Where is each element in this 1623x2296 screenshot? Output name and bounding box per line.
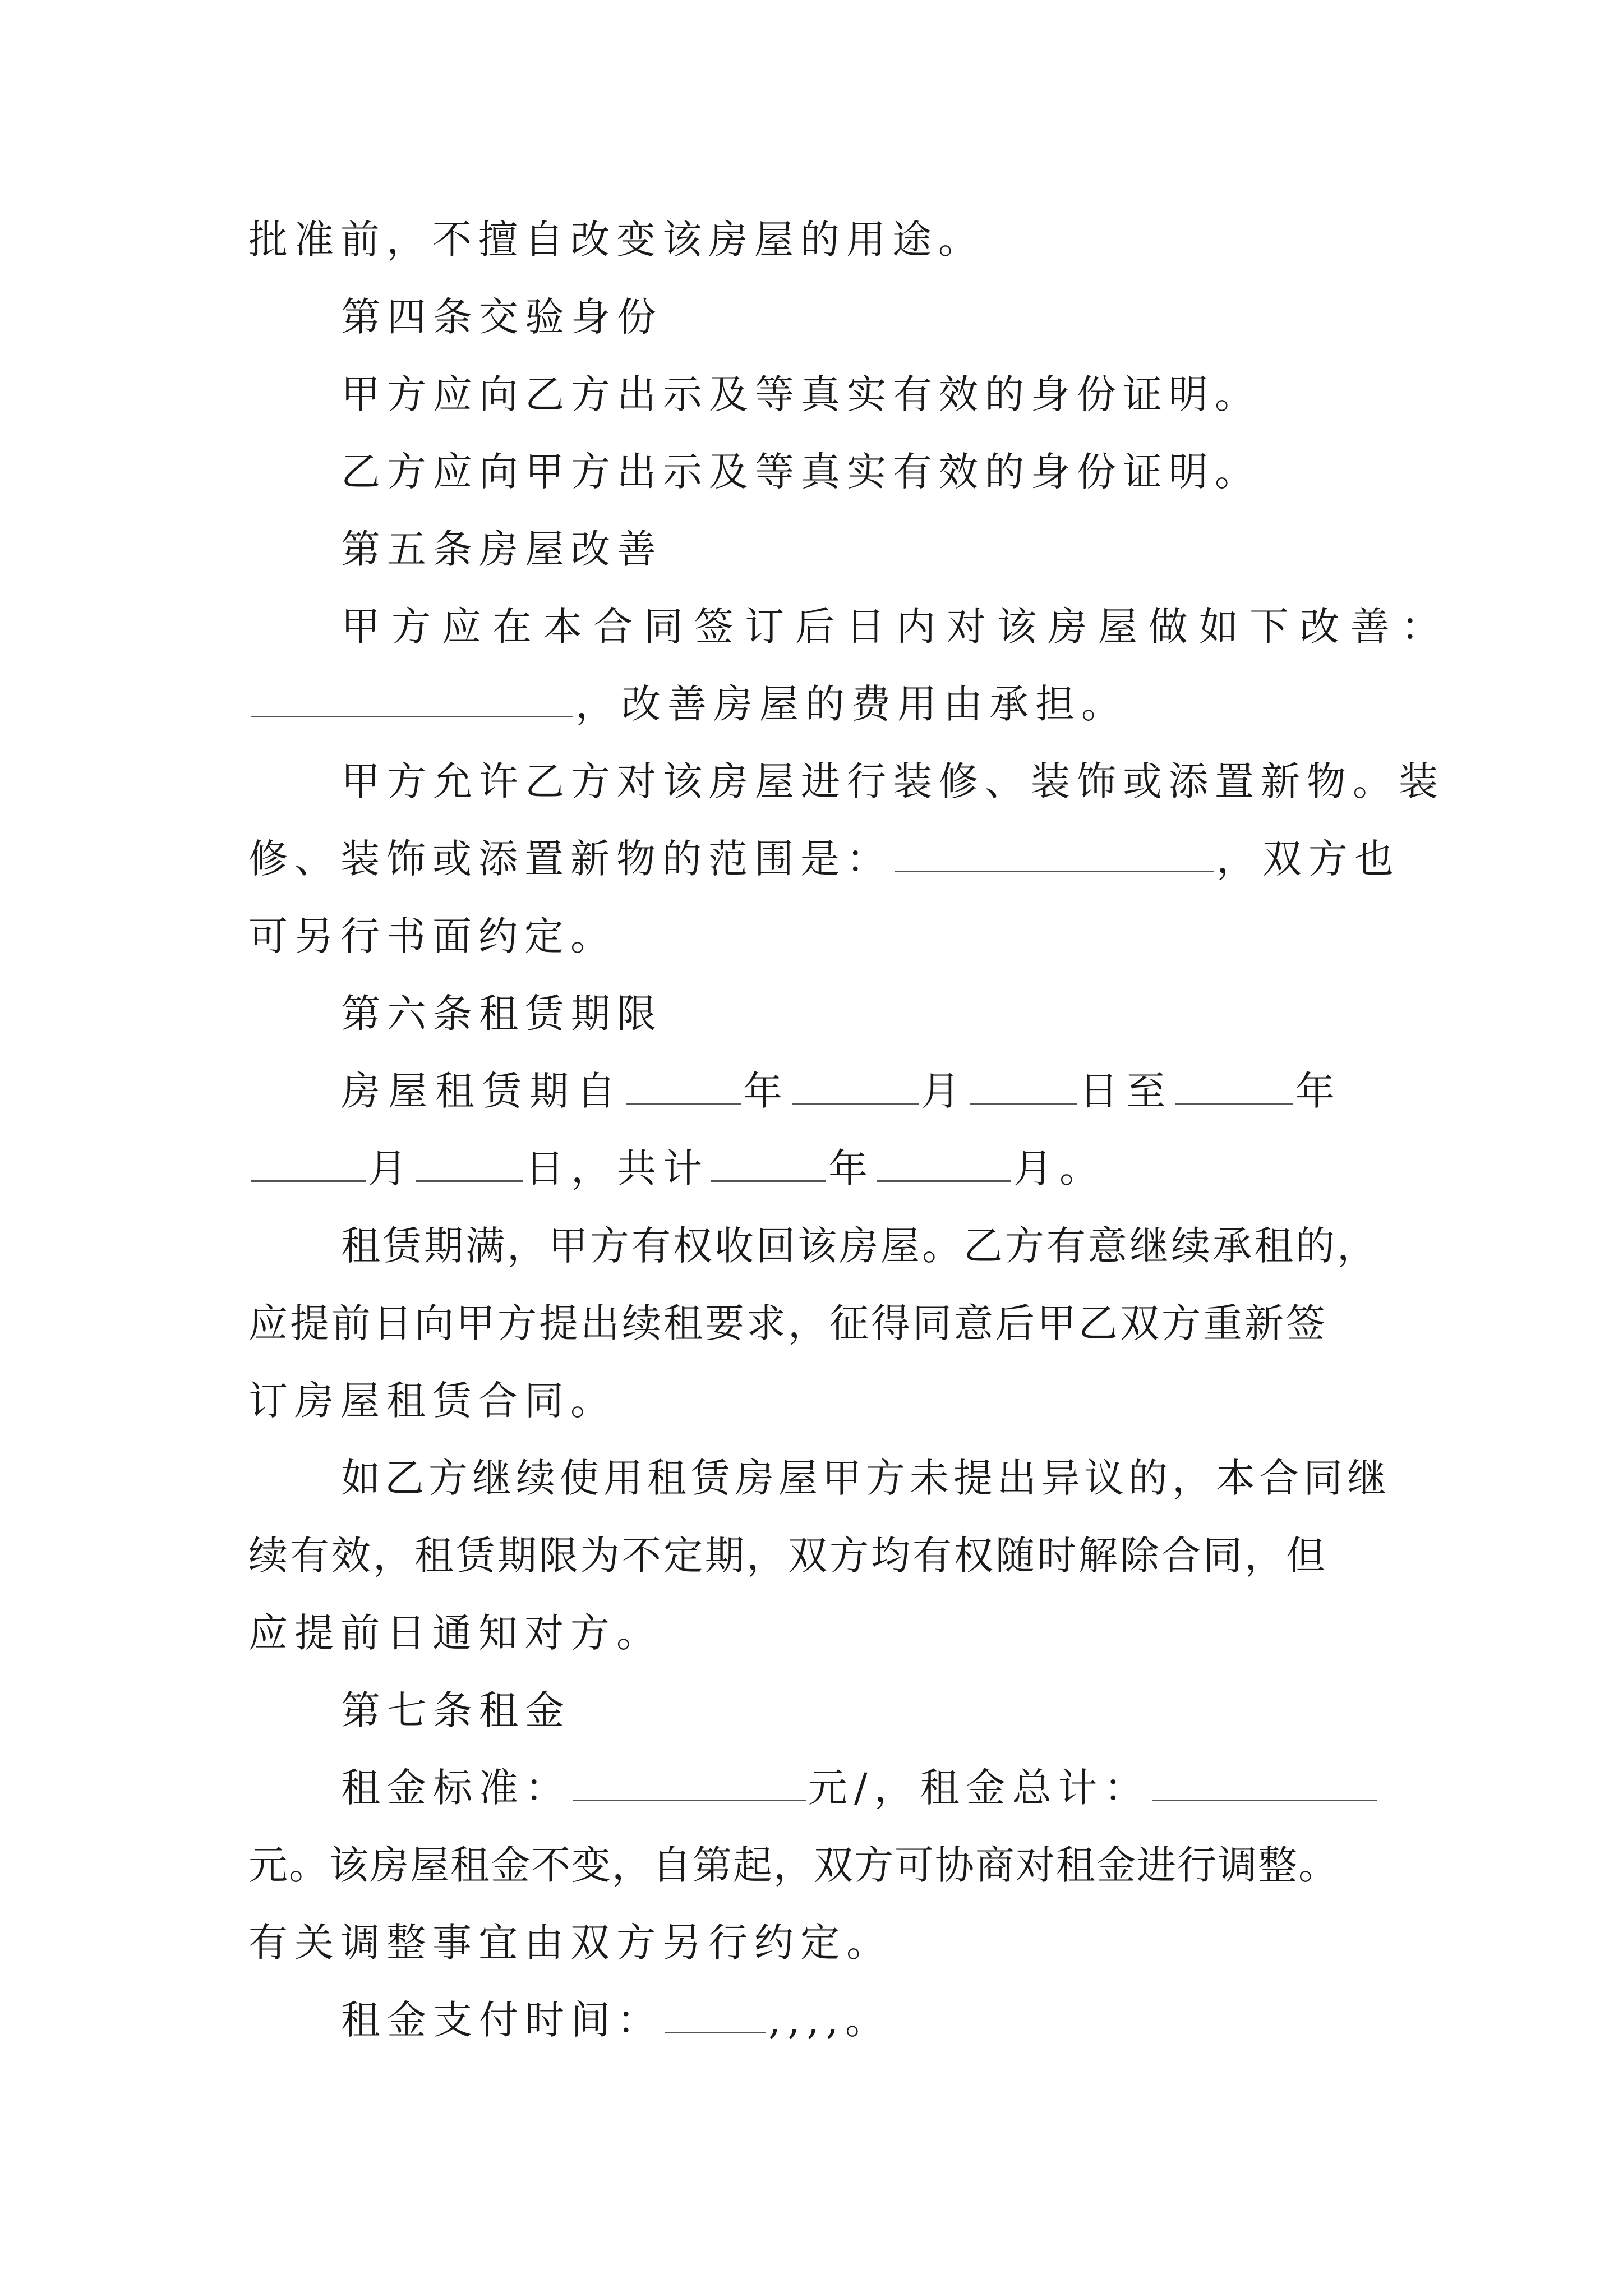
line-text: 月	[921, 1068, 968, 1114]
line-text: 年	[1295, 1068, 1343, 1114]
text-line	[341, 364, 1387, 425]
line-text: 元。该房屋租金不变，自第起，双方可协商对租金进行调整。	[248, 1842, 1339, 1888]
line-text: 应提前日通知对方。	[248, 1610, 662, 1656]
text-line	[248, 1834, 1387, 1896]
text-line	[341, 596, 1451, 657]
fill-in-blank[interactable]	[1152, 1765, 1377, 1801]
text-line	[248, 673, 1387, 735]
text-line	[341, 1060, 1387, 1122]
text-line	[248, 209, 1387, 270]
line-text: 甲方允许乙方对该房屋进行装修、装饰或添置新物。装	[341, 758, 1445, 804]
fill-in-blank[interactable]	[1175, 1068, 1293, 1105]
line-text: 订房屋租赁合同。	[248, 1378, 616, 1424]
line-text: 甲方应向乙方出示及等真实有效的身份证明。	[341, 371, 1261, 417]
line-text: 甲方应在本合同签订后日内对该房屋做如下改善：	[341, 604, 1451, 650]
line-text: 批准前，不擅自改变该房屋的用途。	[248, 217, 984, 263]
line-text: 如乙方继续使用租赁房屋甲方未提出异议的，本合同继	[341, 1455, 1391, 1501]
line-text: ，改善房屋的费用由承担。	[575, 681, 1127, 727]
text-line	[341, 1215, 1387, 1277]
text-line	[248, 905, 1387, 967]
fill-in-blank[interactable]	[573, 1765, 806, 1801]
line-text: 可另行书面约定。	[248, 913, 616, 959]
fill-in-blank[interactable]	[251, 1145, 366, 1182]
text-line	[341, 1757, 1387, 1819]
heading-text: 第六条租赁期限	[341, 991, 663, 1037]
fill-in-blank[interactable]	[792, 1068, 919, 1105]
line-text: 年	[828, 1145, 874, 1191]
text-line	[248, 1912, 1387, 1973]
text-line	[248, 1370, 1387, 1432]
line-text: 元/，租金总计：	[808, 1765, 1150, 1811]
line-text: 续有效，租赁期限为不定期，双方均有权随时解除合同，但	[248, 1533, 1327, 1579]
text-line	[248, 1292, 1387, 1354]
heading-text: 第五条房屋改善	[341, 526, 663, 572]
line-text: 月。	[1013, 1145, 1105, 1191]
text-line	[341, 441, 1387, 503]
line-text: ，双方也	[1216, 836, 1400, 882]
line-text: 租赁期满，甲方有权收回该房屋。乙方有意继续承租的，	[341, 1223, 1378, 1269]
section-heading	[341, 983, 1387, 1045]
section-heading	[341, 286, 1387, 348]
heading-text: 第七条租金	[341, 1687, 571, 1733]
line-text: 月	[368, 1145, 414, 1191]
fill-in-blank[interactable]	[251, 681, 573, 717]
section-heading	[341, 1680, 1387, 1741]
line-text: 日至	[1079, 1068, 1173, 1114]
text-line	[341, 1447, 1391, 1509]
text-line	[341, 751, 1445, 812]
line-text: 日，共计	[525, 1145, 709, 1191]
text-line	[248, 1602, 1387, 1664]
line-text: 乙方应向甲方出示及等真实有效的身份证明。	[341, 449, 1261, 495]
fill-in-blank[interactable]	[416, 1145, 523, 1182]
line-text: 修、装饰或添置新物的范围是：	[248, 836, 892, 882]
fill-in-blank[interactable]	[711, 1145, 826, 1182]
text-line	[248, 828, 1400, 890]
line-text: 租金标准：	[341, 1765, 571, 1811]
text-line	[248, 1138, 1387, 1199]
line-text: 房屋租赁期自	[341, 1068, 624, 1114]
heading-text: 第四条交验身份	[341, 294, 663, 340]
line-text: 应提前日向甲方提出续租要求，征得同意后甲乙双方重新签	[248, 1300, 1327, 1346]
line-text: ,,,,。	[768, 1997, 892, 2043]
fill-in-blank[interactable]	[970, 1068, 1077, 1105]
fill-in-blank[interactable]	[665, 1997, 766, 2033]
line-text: 租金支付时间：	[341, 1997, 663, 2043]
fill-in-blank[interactable]	[626, 1068, 741, 1105]
text-line	[341, 1989, 1387, 2051]
line-text: 有关调整事宜由双方另行约定。	[248, 1920, 892, 1966]
text-line	[248, 1525, 1387, 1586]
fill-in-blank[interactable]	[895, 836, 1214, 872]
section-heading	[341, 518, 1387, 580]
fill-in-blank[interactable]	[877, 1145, 1011, 1182]
line-text: 年	[743, 1068, 790, 1114]
